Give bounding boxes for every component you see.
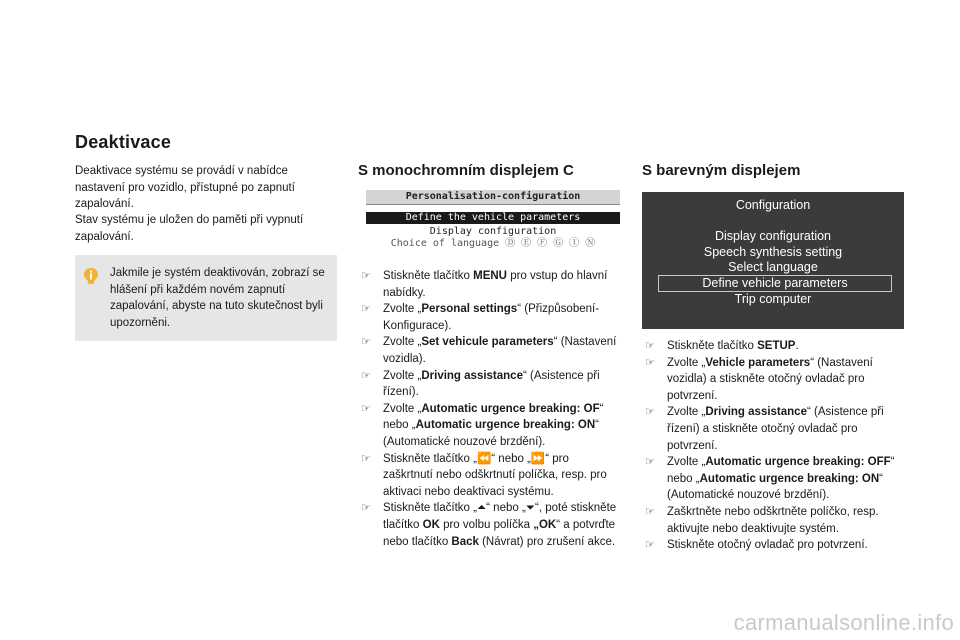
step-text: “ (Nastavení vozidla).: [383, 336, 617, 365]
step-keyword: MENU: [473, 270, 507, 282]
col2-step: [358, 301, 620, 334]
monochrome-display: [366, 190, 620, 252]
pointing-hand-icon: ☞: [645, 456, 655, 469]
step-text: “ (Nastavení vozidla) a stiskněte otočný ovladač pro potvrzení.: [667, 356, 873, 402]
step-text: Zvolte „: [667, 406, 706, 419]
step-keyword: Automatic urgence breaking: OF: [421, 402, 600, 415]
col2-step: [358, 368, 620, 401]
step-keyword: SETUP: [757, 340, 796, 352]
info-note: [75, 255, 337, 341]
pointing-hand-icon: ☞: [645, 340, 655, 352]
col3-step: [642, 504, 904, 537]
info-icon: [84, 268, 98, 284]
step-text: Stiskněte otočný ovladač pro potvrzení.: [667, 539, 868, 552]
mono-display-line: Display configuration: [429, 226, 557, 237]
col3-step: [642, 404, 904, 454]
pointing-hand-icon: ☞: [645, 505, 655, 518]
colour-display-title: Configuration: [735, 198, 811, 212]
pointing-hand-icon: ☞: [361, 270, 371, 282]
step-text: “ (Asistence při řízení) a stiskněte otočný ovladač pro potvrzení.: [667, 406, 884, 452]
step-text: Stiskněte tlačítko: [383, 270, 474, 282]
step-text: Zvolte „: [383, 303, 422, 316]
colour-display-line: Trip computer: [734, 292, 812, 306]
step-text: “ (Asistence při řízení).: [383, 369, 600, 399]
step-keyword: Driving assistance: [705, 406, 807, 419]
deactivation-paragraph-2: Stav systému je uložen do paměti při vypnutí zapalování.: [75, 214, 304, 243]
step-text: “ a potvrďte nebo tlačítko: [383, 518, 616, 548]
step-text: Zvolte „: [667, 456, 706, 469]
col2-step: [358, 500, 620, 550]
info-note-text: Jakmile je systém deaktivován, zobrazí se hlášení při každém novém zapnutí zapalování, abyste na tuto skutečnost byli upozorněni.: [110, 267, 325, 329]
colour-display-line: Select language: [728, 260, 818, 274]
step-keyword: Driving assistance: [421, 369, 523, 382]
step-keyword: OK: [422, 518, 440, 531]
colour-display-selected-item: Define vehicle parameters: [658, 275, 892, 292]
step-text: pro vstup do hlavní nabídky.: [383, 270, 608, 299]
mono-display-line: Choice of language Ⓓ Ⓔ Ⓕ Ⓖ Ⓘ Ⓝ: [390, 238, 596, 249]
step-text: (Návrat) pro zrušení akce.: [478, 535, 616, 548]
step-keyword: Back: [451, 535, 479, 548]
pointing-hand-icon: ☞: [361, 303, 371, 316]
step-text: .: [795, 340, 799, 352]
col3-step: [642, 355, 904, 405]
col2-step: [358, 334, 620, 367]
step-text: “ (Automatické nouzové brzdění).: [383, 419, 600, 448]
deactivation-paragraph-1: Deaktivace systému se provádí v nabídce nastavení pro vozidlo, přístupné po zapnutí zapalování.: [75, 165, 295, 210]
step-text: “ nebo „: [667, 456, 895, 485]
step-keyword: Automatic urgence breaking: ON: [415, 419, 596, 432]
colour-steps-list: [642, 338, 904, 554]
step-keyword: Personal settings: [421, 303, 518, 316]
pointing-hand-icon: ☞: [361, 369, 371, 382]
step-text: Zvolte „: [667, 356, 706, 369]
section-title-deactivation: Deaktivace: [75, 132, 172, 152]
step-text: Stiskněte tlačítko „⏪“ nebo „⏩“ pro zaškrtnutí nebo odškrtnutí políčka, resp. pro aktivaci nebo deaktivaci systému.: [383, 452, 607, 498]
colour-display-line: Display configuration: [714, 229, 832, 243]
step-text: pro volbu políčka: [439, 518, 534, 531]
mono-display-selected-item: Define the vehicle parameters: [366, 212, 620, 224]
pointing-hand-icon: ☞: [361, 336, 371, 349]
step-text: “ (Automatické nouzové brzdění).: [667, 472, 884, 502]
colour-display-line: Speech synthesis setting: [703, 245, 843, 259]
step-keyword: Vehicle parameters: [705, 356, 811, 369]
step-text: Zaškrtněte nebo odškrtněte políčko, resp. aktivujte nebo deaktivujte systém.: [667, 505, 879, 535]
step-text: Zvolte „: [383, 336, 422, 349]
step-text: “ (Přizpůsobení-Konfigurace).: [383, 303, 600, 332]
section-title-colour: S barevným displejem: [642, 162, 801, 179]
pointing-hand-icon: ☞: [645, 406, 655, 419]
col3-step: [642, 537, 904, 554]
monochrome-steps-list: [358, 268, 620, 550]
step-text: Zvolte „: [383, 402, 422, 415]
step-keyword: Automatic urgence breaking: OFF: [705, 456, 891, 469]
col2-step: [358, 401, 620, 451]
pointing-hand-icon: ☞: [645, 356, 655, 369]
pointing-hand-icon: ☞: [361, 452, 371, 465]
step-text: “ nebo „: [383, 402, 604, 432]
col2-step: [358, 451, 620, 501]
colour-display: [642, 192, 904, 329]
step-keyword: Automatic urgence breaking: ON: [699, 472, 880, 485]
step-text: Zvolte „: [383, 369, 422, 382]
step-text: Stiskněte tlačítko „⏶“ nebo „⏷“, poté stiskněte tlačítko: [383, 502, 617, 531]
pointing-hand-icon: ☞: [361, 502, 371, 515]
step-keyword: Set vehicule parameters: [421, 336, 554, 349]
watermark: carmanualsonline.info: [733, 610, 954, 635]
mono-display-title: Personalisation-configuration: [366, 190, 620, 205]
pointing-hand-icon: ☞: [361, 402, 371, 415]
step-keyword: „OK: [533, 518, 557, 531]
col3-step: [642, 454, 904, 504]
pointing-hand-icon: ☞: [645, 539, 655, 552]
col2-step: [358, 268, 620, 301]
section-title-monochrome: S monochromním displejem C: [358, 162, 574, 179]
step-text: Stiskněte tlačítko: [667, 340, 758, 352]
col3-step: [642, 338, 904, 355]
